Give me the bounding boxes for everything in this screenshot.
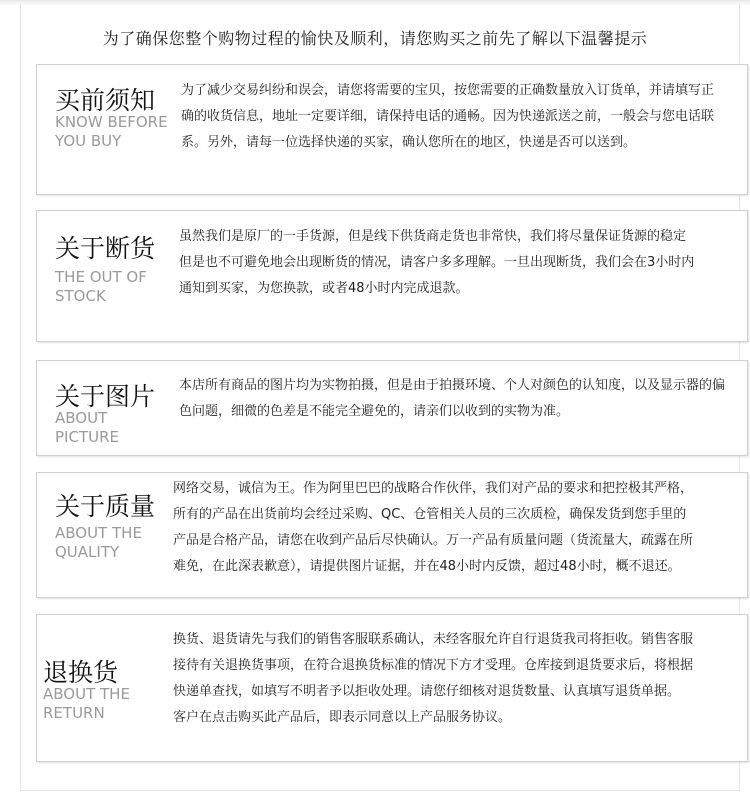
body-line: 确的收货信息，地址一定要详细，请保持电话的通畅。因为快递派送之前，一般会与您电话联 bbox=[181, 109, 715, 124]
body-line: 为了减少交易纠纷和误会，请您将需要的宝贝，按您需要的正确数量放入订货单，并请填写正 bbox=[181, 83, 715, 98]
section-body bbox=[179, 373, 725, 425]
section-heading: 退换货 bbox=[43, 658, 119, 687]
body-line: 产品是合格产品，请您在收到产品后尽快确认。万一产品有质量问题（货流量大，疏露在所 bbox=[173, 533, 694, 548]
section-heading: 关于图片 bbox=[55, 382, 156, 411]
section-out-of-stock bbox=[36, 210, 748, 342]
section-body bbox=[173, 627, 693, 731]
body-line: 色问题，细微的色差是不能完全避免的，请亲们以收到的实物为准。 bbox=[179, 404, 570, 419]
section-body bbox=[179, 224, 694, 302]
section-body bbox=[181, 78, 714, 156]
section-about-return bbox=[36, 614, 748, 762]
body-line: 难免，在此深表歉意），请提供图片证据，并在48小时内反馈，超过48小时，概不退还。 bbox=[173, 559, 681, 574]
page-title: 为了确保您整个购物过程的愉快及顺利，请您购买之前先了解以下温馨提示 bbox=[102, 29, 648, 48]
section-heading: 关于质量 bbox=[55, 492, 156, 521]
body-line: 接待有关退换货事项，在符合退换货标准的情况下方才受理。仓库接到退货要求后，将根据 bbox=[173, 658, 694, 673]
section-know-before-you-buy bbox=[36, 64, 748, 195]
section-subtitle: KNOW BEFORE YOU BUY bbox=[55, 113, 168, 150]
body-line: 系。另外，请每一位选择快递的买家，确认您所在的地区，快递是否可以送到。 bbox=[181, 135, 637, 150]
section-about-quality bbox=[36, 472, 748, 598]
section-about-picture bbox=[36, 360, 748, 456]
section-heading: 买前须知 bbox=[55, 86, 156, 115]
body-line: 换货、退货请先与我们的销售客服联系确认，未经客服允许自行退货我司将拒收。销售客服 bbox=[173, 632, 694, 647]
section-body bbox=[173, 476, 693, 580]
section-subtitle: ABOUT THE RETURN bbox=[43, 685, 130, 722]
section-heading: 关于断货 bbox=[55, 234, 156, 263]
body-line: 快递单查找，如填写不明者予以拒收处理。请您仔细核对退货数量、认真填写退货单据。 bbox=[173, 684, 681, 699]
body-line: 本店所有商品的图片均为实物拍摄，但是由于拍摄环境、个人对颜色的认知度，以及显示器的偏 bbox=[179, 378, 726, 393]
section-subtitle: THE OUT OF STOCK bbox=[55, 268, 147, 305]
body-line: 通知到买家，为您换款，或者48小时内完成退款。 bbox=[179, 281, 469, 296]
body-line: 网络交易，诚信为王。作为阿里巴巴的战略合作伙伴，我们对产品的要求和把控极其严格， bbox=[173, 481, 694, 496]
body-line: 虽然我们是原厂的一手货源，但是线下供货商走货也非常快，我们将尽量保证货源的稳定 bbox=[179, 229, 687, 244]
section-subtitle: ABOUT THE QUALITY bbox=[55, 524, 142, 561]
section-subtitle: ABOUT PICTURE bbox=[55, 409, 119, 446]
body-line: 所有的产品在出货前均会经过采购、QC、仓管相关人员的三次质检，确保发货到您手里的 bbox=[173, 507, 687, 522]
body-line: 但是也不可避免地会出现断货的情况，请客户多多理解。一旦出现断货，我们会在3小时内 bbox=[179, 255, 695, 270]
body-line: 客户在点击购买此产品后，即表示同意以上产品服务协议。 bbox=[173, 710, 512, 725]
